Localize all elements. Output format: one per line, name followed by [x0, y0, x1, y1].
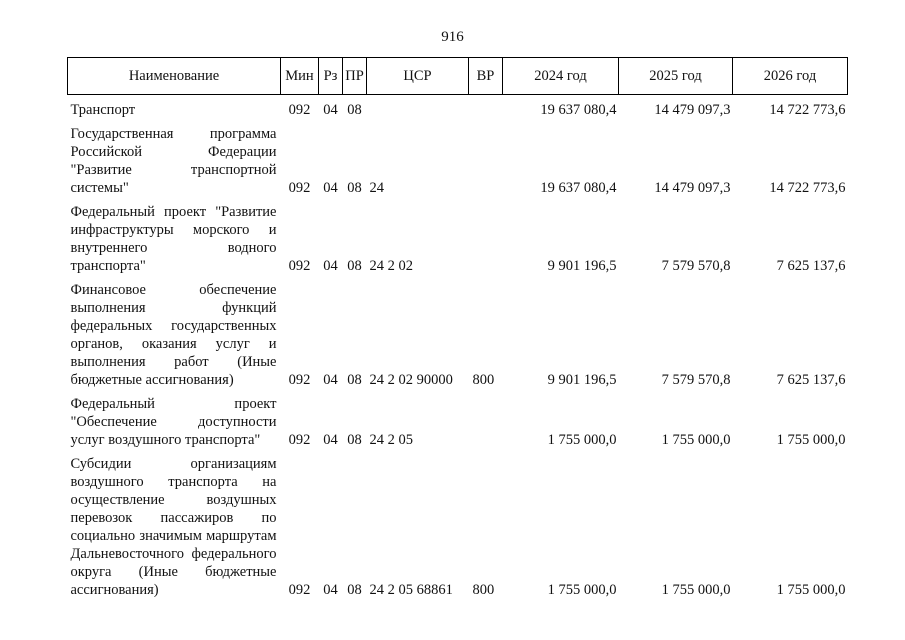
row-2025: 7 579 570,8: [661, 372, 731, 388]
row-rz: 04: [323, 372, 338, 388]
table-row: [68, 95, 848, 121]
row-rz: 04: [323, 102, 338, 118]
row-name: Федеральный проект "Обеспечение доступности услуг воздушного транспорта": [70, 396, 277, 448]
row-vr: [469, 120, 503, 198]
table-row: [68, 120, 848, 198]
row-min: 092: [288, 102, 311, 118]
budget-table: [67, 57, 848, 600]
table-row: [68, 276, 848, 390]
row-2026: 7 625 137,6: [776, 372, 846, 388]
row-2026: 1 755 000,0: [776, 432, 846, 448]
header-vr: ВР: [469, 58, 503, 95]
header-csr: ЦСР: [367, 58, 469, 95]
row-vr: 800: [472, 372, 495, 388]
row-rz: 04: [323, 180, 338, 196]
header-pr: ПР: [343, 58, 367, 95]
row-2025: 1 755 000,0: [661, 432, 731, 448]
row-rz: 04: [323, 258, 338, 274]
row-min: 092: [288, 258, 311, 274]
table-row: [68, 198, 848, 276]
row-pr: 08: [347, 180, 362, 196]
row-min: 092: [288, 180, 311, 196]
row-2024: 19 637 080,4: [540, 102, 617, 118]
row-name: Транспорт: [70, 102, 136, 118]
row-name: Государственная программа Российской Федерации "Развитие транспортной системы": [70, 126, 277, 196]
row-2024: 19 637 080,4: [540, 180, 617, 196]
row-vr: [469, 95, 503, 121]
row-2024: 1 755 000,0: [547, 582, 617, 598]
row-csr: 24 2 05 68861: [369, 582, 453, 598]
row-pr: 08: [347, 372, 362, 388]
table-header-row: [68, 58, 848, 95]
row-2024: 1 755 000,0: [547, 432, 617, 448]
row-name: Федеральный проект "Развитие инфраструктуры морского и внутреннего водного транспорта": [70, 204, 277, 274]
row-pr: 08: [347, 258, 362, 274]
row-rz: 04: [323, 432, 338, 448]
row-2026: 14 722 773,6: [769, 102, 846, 118]
table-row: [68, 390, 848, 450]
row-min: 092: [288, 372, 311, 388]
row-csr: 24 2 05: [369, 432, 413, 448]
row-pr: 08: [347, 582, 362, 598]
row-csr: 24 2 02: [369, 258, 413, 274]
row-rz: 04: [323, 582, 338, 598]
row-vr: [469, 198, 503, 276]
header-2026: 2026 год: [733, 58, 848, 95]
row-2024: 9 901 196,5: [547, 258, 617, 274]
row-csr: [367, 95, 469, 121]
row-2026: 7 625 137,6: [776, 258, 846, 274]
row-2026: 1 755 000,0: [776, 582, 846, 598]
page-number: 916: [441, 29, 464, 45]
header-name: Наименование: [68, 58, 281, 95]
header-2025: 2025 год: [619, 58, 733, 95]
header-min: Мин: [281, 58, 319, 95]
row-pr: 08: [347, 432, 362, 448]
header-2024: 2024 год: [503, 58, 619, 95]
row-2025: 14 479 097,3: [654, 102, 731, 118]
row-2025: 14 479 097,3: [654, 180, 731, 196]
row-vr: [469, 390, 503, 450]
row-2025: 7 579 570,8: [661, 258, 731, 274]
row-2026: 14 722 773,6: [769, 180, 846, 196]
row-csr: 24 2 02 90000: [369, 372, 453, 388]
header-rz: Рз: [319, 58, 343, 95]
row-min: 092: [288, 582, 311, 598]
row-2024: 9 901 196,5: [547, 372, 617, 388]
row-vr: 800: [472, 582, 495, 598]
row-name: Финансовое обеспечение выполнения функций федеральных государственных органов, оказания услуг и выполнения работ (Иные бюджетные ассигнования): [70, 282, 277, 388]
row-name: Субсидии организациям воздушного транспорта на осуществление воздушных перевозок пассажиров по социально значимым маршрутам Дальневосточного федерального округа (Иные бюджетные ассигнования): [70, 456, 277, 598]
row-min: 092: [288, 432, 311, 448]
row-csr: 24: [369, 180, 384, 196]
row-2025: 1 755 000,0: [661, 582, 731, 598]
table-row: [68, 450, 848, 600]
row-pr: 08: [347, 102, 362, 118]
